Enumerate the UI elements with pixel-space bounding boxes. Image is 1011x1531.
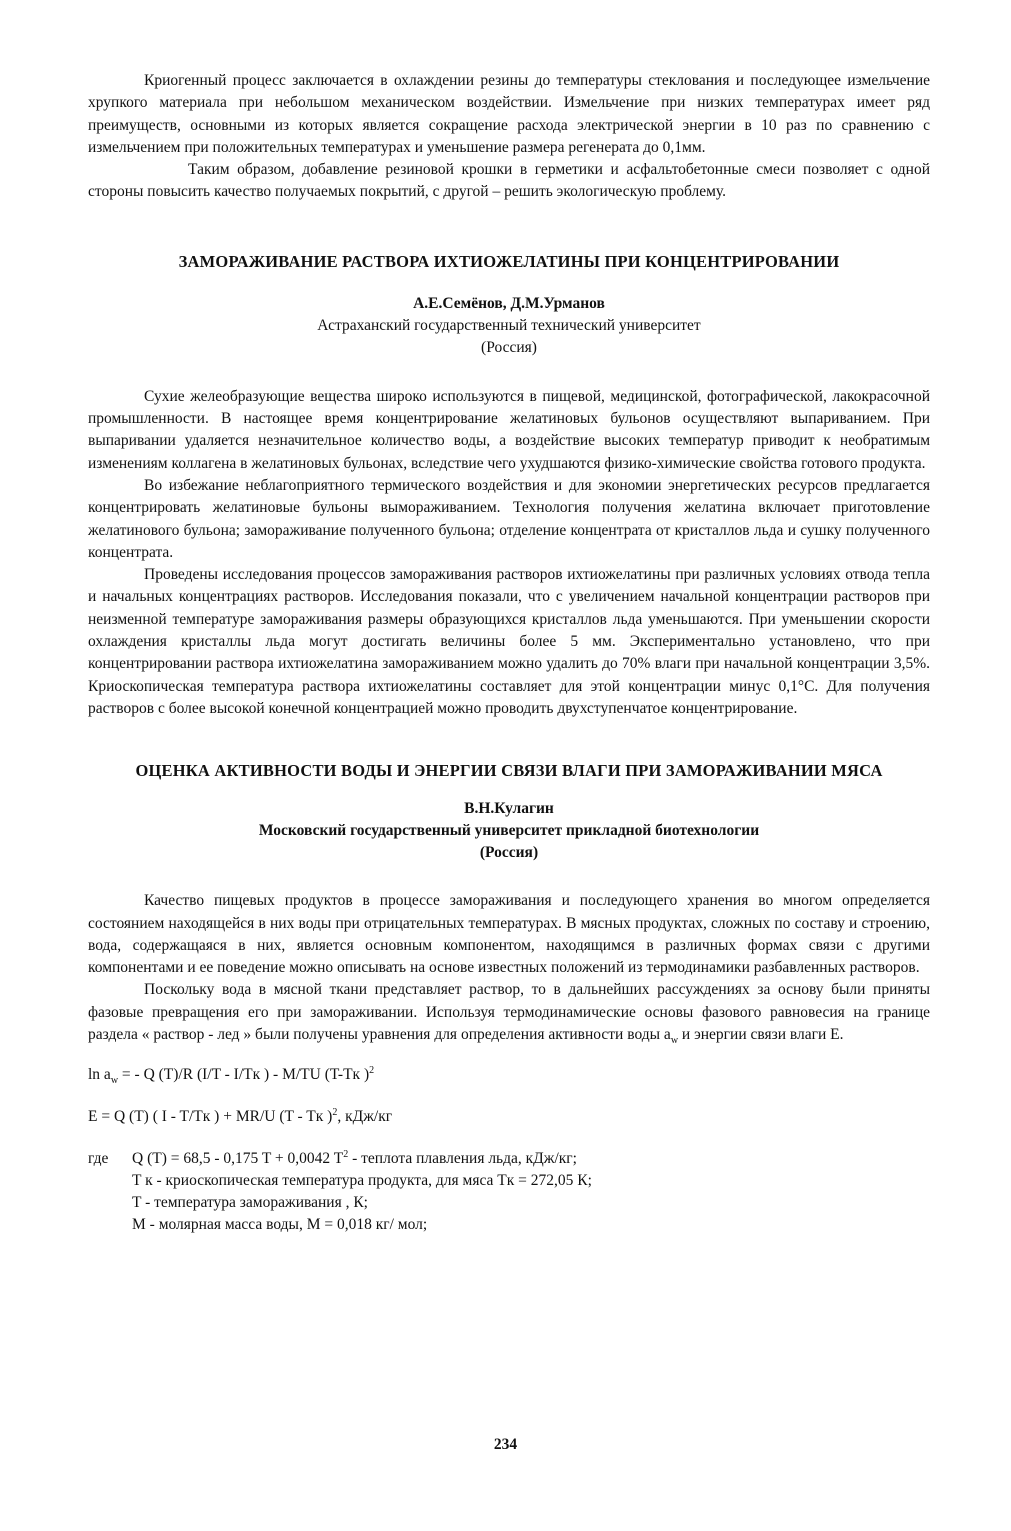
formula1-lhs: ln a [88, 1066, 111, 1084]
formula2-superscript: 2 [332, 1107, 338, 1119]
article1-paragraph-1: Сухие желеобразующие вещества широко используются в пищевой, медицинской, фотографической, лакокрасочной промышленности. В настоящее время концентрирование желатиновых бульонов осуществляют выпариванием. При выпаривании удаляется незначительное количество воды, а воздействие высоких температур приводит к необратимым изменениям коллагена в желатиновых бульонах, вследствие чего ухудшаются физико-химические свойства готового продукта. [88, 387, 930, 472]
intro-paragraph-2: Таким образом, добавление резиновой крошки в герметики и асфальтобетонные смеси позволяет с одной стороны повысить качество получаемых покрытий, с другой – решить экологическую проблему. [88, 161, 930, 201]
intro-paragraph-1: Криогенный процесс заключается в охлаждении резины до температуры стеклования и последующее измельчение хрупкого материала при небольшом механическом воздействии. Измельчение при низких температурах имеет ряд преимуществ, основными из которых является сокращение расхода электрической энергии в 10 раз по сравнению с измельчением при положительных температурах и уменьшение размера регенерата до 0,1мм. [88, 72, 930, 156]
def1-superscript: 2 [343, 1149, 349, 1161]
water-activity-subscript: w [670, 1035, 679, 1047]
article2-paragraph-2-text: Поскольку вода в мясной ткани представляет раствор, то в дальнейших рассуждениях за основу были приняты фазовые превращения его при замораживании. Используя термодинамические основы фазового равновесия на границе раздела « раствор - лед » были получены уравнения для определения активности воды a [88, 981, 930, 1044]
article2-country: (Россия) [479, 844, 539, 862]
article2-paragraph-2 [88, 979, 930, 1046]
definition-molar-mass: M - молярная масса воды, M = 0,018 кг/ мол; [132, 1216, 428, 1234]
where-label: где [88, 1150, 109, 1168]
def1-main: Q (T) = 68,5 - 0,175 T + 0,0042 T [132, 1150, 344, 1168]
formula-binding-energy [88, 1106, 930, 1128]
definitions-list [88, 1148, 930, 1236]
formula2-unit: , кДж/кг [337, 1108, 393, 1126]
definition-cryoscopic-temperature: T к - криоскопическая температура продукта, для мяса Tк = 272,05 К; [132, 1172, 592, 1190]
formula1-superscript: 2 [369, 1065, 375, 1077]
article1-affiliation: Астраханский государственный технический университет [317, 316, 701, 334]
page-number: 234 [493, 1436, 518, 1453]
article2-authors: В.Н.Кулагин [464, 800, 554, 818]
def1-end: - теплота плавления льда, кДж/кг; [348, 1150, 577, 1168]
article2-title: ОЦЕНКА АКТИВНОСТИ ВОДЫ И ЭНЕРГИИ СВЯЗИ ВЛАГИ ПРИ ЗАМОРАЖИВАНИИ МЯСА [135, 761, 883, 781]
article2-paragraph-1: Качество пищевых продуктов в процессе замораживания и последующего хранения во многом определяется состоянием находящейся в них воды при отрицательных температурах. В мясных продуктах, сложных по составу и строению, вода, содержащаяся в них, является основным компонентом, находящимся в различных формах связи с другими компонентами и ее поведение можно описывать на основе известных положений из термодинамики разбавленных растворов. [88, 892, 930, 977]
article1-authors: А.Е.Семёнов, Д.М.Урманов [413, 294, 605, 312]
formula1-rhs: = - Q (T)/R (I/T - I/Tк ) - M/TU (T-Tк ) [118, 1066, 370, 1084]
formula2-main: E = Q (T) ( I - T/Tк ) + MR/U (T - Tк ) [88, 1108, 333, 1126]
article1-paragraph-2: Во избежание неблагоприятного термического воздействия и для экономии энергетических ресурсов предлагается концентрировать желатиновые бульоны вымораживанием. Технология получения желатина включает приготовление желатинового бульона; замораживание полученного бульона; отделение концентрата от кристаллов льда и сушку полученного концентрата. [88, 476, 930, 561]
article2-paragraph-2-end: и энергии связи влаги Е. [678, 1026, 844, 1044]
page-content [88, 70, 930, 1236]
formula-water-activity [88, 1064, 930, 1086]
article1-country: (Россия) [481, 338, 537, 356]
article1-title: ЗАМОРАЖИВАНИЕ РАСТВОРА ИХТИОЖЕЛАТИНЫ ПРИ КОНЦЕНТРИРОВАНИИ [178, 251, 840, 271]
definition-heat-of-fusion [88, 1148, 930, 1170]
article2-byline [88, 798, 930, 864]
article1-byline [88, 293, 930, 359]
article1-paragraph-3: Проведены исследования процессов замораживания растворов ихтиожелатины при различных условиях отвода тепла и начальных концентрациях растворов. Исследования показали, что с увеличением начальной концентрации растворов при неизменной температуре замораживания размеры образующихся кристаллов льда уменьшаются. При уменьшении скорости охлаждения кристаллы льда могут достигать величины более 5 мм. Экспериментально установлено, что при концентрировании раствора ихтиожелатина замораживанием можно удалить до 70% влаги при начальной концентрации 3,5%. Криоскопическая температура раствора ихтиожелатины составляет для этой концентрации минус 0,1°С. Для получения растворов с более высокой конечной концентрацией можно проводить двухступенчатое концентрирование. [88, 566, 930, 717]
definition-freezing-temperature: T - температура замораживания , К; [132, 1194, 368, 1212]
article2-affiliation: Московский государственный университет прикладной биотехнологии [258, 822, 760, 840]
formula1-subscript: w [110, 1075, 119, 1087]
